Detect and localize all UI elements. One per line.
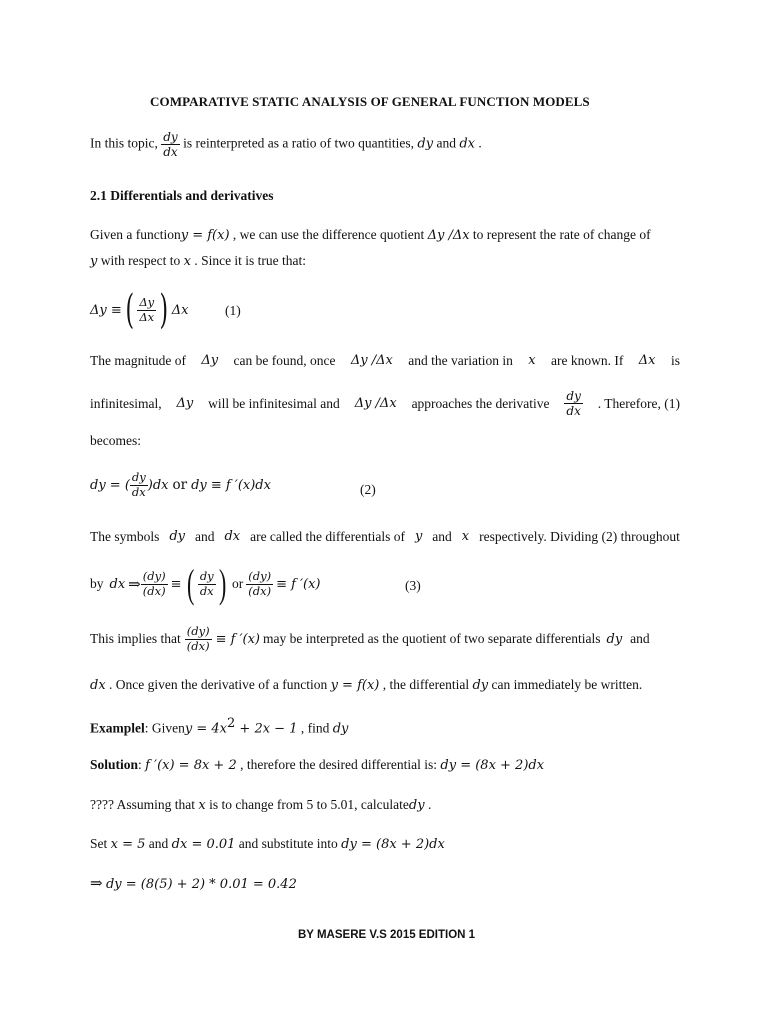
para2-fraction xyxy=(564,390,582,417)
para1-line2 xyxy=(90,253,306,269)
para4-dy: dy xyxy=(606,631,623,647)
para3-text-a: The symbols xyxy=(90,529,160,544)
eq3-fraction-1 xyxy=(141,571,168,597)
eq3-den1: (dx) xyxy=(142,583,166,598)
eq3-left-paren: ( xyxy=(187,561,195,606)
para2-text-g: will be infinitesimal and xyxy=(208,395,340,411)
para4-text-a: This implies that xyxy=(90,631,181,646)
eq2-fraction xyxy=(130,472,148,498)
eq3-by: by xyxy=(90,576,104,591)
para2-line3: becomes: xyxy=(90,433,141,448)
example-text-b: , find xyxy=(300,720,330,736)
example-text-a: : Given xyxy=(144,720,185,736)
para2-text-b: can be found, once xyxy=(233,353,336,368)
result-arrow: ⇒ xyxy=(90,874,103,892)
eq3-right-paren: ) xyxy=(218,561,227,606)
para2-frac-den: dx xyxy=(566,404,581,418)
eq2-num: dy xyxy=(131,470,146,484)
para1-quot: Δy /Δx xyxy=(427,228,470,243)
para2-text-a: The magnitude of xyxy=(90,353,186,368)
eq3-den3: (dx) xyxy=(248,583,272,598)
para2-text-i: . Therefore, (1) xyxy=(597,395,680,411)
para2-text-d: are known. If xyxy=(551,353,624,368)
para3-text-d: and xyxy=(432,529,452,544)
para1-y: y xyxy=(90,254,98,269)
para4-dy2: dy xyxy=(472,678,489,693)
solution-text-a: : xyxy=(138,757,142,772)
eq3-den2: dx xyxy=(199,583,214,598)
eq3-arrow: ⇒ xyxy=(128,575,141,593)
para4-line1 xyxy=(90,626,650,652)
eq3-num1: (dy) xyxy=(142,569,166,583)
eq1-right-paren: ) xyxy=(159,287,169,333)
equation-1 xyxy=(90,287,189,333)
eq1-rhs: Δx xyxy=(171,302,189,318)
question-text-c: . xyxy=(427,797,432,812)
intro-dy: dy xyxy=(417,136,434,152)
para2-frac-num: dy xyxy=(566,389,581,403)
para1-func: y = f(x) xyxy=(180,228,230,243)
para2-x: x xyxy=(528,353,536,368)
intro-frac-num: dy xyxy=(163,130,178,144)
para3-text-c: are called the differentials of xyxy=(250,529,405,544)
eq1-num: Δy xyxy=(139,295,155,309)
para2-dy: Δy xyxy=(201,353,219,368)
eq3-dx: dx xyxy=(109,576,126,592)
para4-func: y = f(x) xyxy=(330,678,380,693)
eq3-label: (3) xyxy=(405,578,421,593)
para4-num: (dy) xyxy=(186,624,210,638)
para1-text-c: to represent the rate of change of xyxy=(472,227,651,242)
eq1-left-paren: ( xyxy=(125,287,134,333)
set-text-a: Set xyxy=(90,836,108,851)
para2-quot: Δy /Δx xyxy=(350,353,393,368)
eq1-den: Δx xyxy=(139,309,155,324)
para4-dx: dx xyxy=(90,678,106,693)
intro-text-1: In this topic, xyxy=(90,135,158,151)
page-footer: BY MASERE V.S 2015 EDITION 1 xyxy=(298,929,476,941)
para1-text-d: with respect to xyxy=(100,253,181,268)
set-x: x = 5 xyxy=(110,837,146,852)
para3-text-e: respectively. Dividing (2) throughout xyxy=(479,529,680,544)
set-dx: dx = 0.01 xyxy=(171,837,236,852)
para4-fprime: ≡ f ′(x) xyxy=(215,631,260,647)
question-x: x xyxy=(198,798,206,813)
para2-text-f: infinitesimal, xyxy=(90,395,162,411)
set-text-b: and xyxy=(148,836,169,851)
eq1-label: (1) xyxy=(225,303,241,318)
para2-dy2: Δy xyxy=(176,396,194,411)
para2-text-e: is xyxy=(670,353,680,368)
para3-line xyxy=(90,529,680,545)
para3-x: x xyxy=(461,529,470,544)
para4-text-c: may be interpreted as the quotient of two separate differentials xyxy=(263,631,601,646)
intro-fraction xyxy=(161,131,179,158)
para2-line2 xyxy=(90,390,680,417)
para1-text-e: . Since it is true that: xyxy=(194,253,307,268)
para1-x: x xyxy=(183,254,191,269)
eq3-or: or xyxy=(232,576,244,591)
solution-label: Solution xyxy=(90,757,139,772)
solution-text-b: , therefore the desired differential is: xyxy=(240,757,438,772)
eq2-den: dx xyxy=(131,484,146,499)
para2-quot2: Δy /Δx xyxy=(354,396,397,411)
para2-dx: Δx xyxy=(638,353,656,368)
eq3-fraction-3 xyxy=(246,571,273,597)
eq1-fraction xyxy=(137,297,156,323)
eq2-or: or xyxy=(172,477,188,493)
para3-y: y xyxy=(414,529,423,544)
question-text-b: is to change from 5 to 5.01, calculate xyxy=(209,797,409,812)
example-dy: dy xyxy=(332,721,349,737)
para4-text-g: can immediately be written. xyxy=(491,677,643,692)
intro-text-2: is reinterpreted as a ratio of two quantities, xyxy=(183,135,415,151)
eq3-num3: (dy) xyxy=(248,569,272,583)
example-label: Examplel xyxy=(90,720,145,736)
para3-dy: dy xyxy=(169,529,186,544)
eq1-lhs: Δy ≡ xyxy=(90,302,122,318)
para4-fraction xyxy=(185,626,212,652)
eq3-rhs: ≡ f ′(x) xyxy=(276,576,321,592)
eq3-fraction-2 xyxy=(198,571,216,597)
set-text-c: and substitute into xyxy=(238,836,338,851)
intro-end: . xyxy=(478,135,482,151)
intro-frac-den: dx xyxy=(163,145,178,159)
question-text-a: ???? Assuming that xyxy=(90,797,195,812)
para4-text-e: . Once given the derivative of a function xyxy=(109,677,328,692)
para4-line2 xyxy=(90,677,642,693)
page-title: COMPARATIVE STATIC ANALYSIS OF GENERAL FUNCTION MODELS xyxy=(150,94,590,109)
example-y: y = 4x xyxy=(184,721,227,737)
eq3-equiv: ≡ xyxy=(170,576,182,592)
intro-and: and xyxy=(436,135,456,151)
para4-den: (dx) xyxy=(186,638,210,653)
example-line xyxy=(90,716,348,737)
question-line xyxy=(90,797,431,813)
para1-line1 xyxy=(90,227,651,243)
result-eq: dy = (8(5) + 2) * 0.01 = 0.42 xyxy=(105,877,297,892)
para4-text-f: , the differential xyxy=(382,677,470,692)
para2-line1 xyxy=(90,353,680,369)
eq3-num2: dy xyxy=(199,569,214,583)
intro-line xyxy=(90,131,482,158)
para3-dx: dx xyxy=(224,529,241,544)
para2-text-c: and the variation in xyxy=(408,353,513,368)
para3-text-b: and xyxy=(194,529,215,544)
set-line xyxy=(90,836,445,852)
result-line xyxy=(90,874,297,892)
solution-result: dy = (8x + 2)dx xyxy=(440,758,545,773)
equation-2 xyxy=(90,472,271,498)
eq2-label: (2) xyxy=(360,482,376,497)
eq2-rhs: dy ≡ f ′(x)dx xyxy=(191,477,271,493)
example-exponent: 2 xyxy=(227,716,236,731)
solution-fprime: f ′(x) = 8x + 2 xyxy=(145,758,237,773)
para2-text-h: approaches the derivative xyxy=(411,395,550,411)
solution-line xyxy=(90,757,544,773)
para4-text-d: and xyxy=(630,631,650,646)
equation-3 xyxy=(90,561,321,606)
eq2-lhs: dy = ( xyxy=(90,477,130,493)
set-eq: dy = (8x + 2)dx xyxy=(341,837,445,852)
intro-dx: dx xyxy=(459,136,475,152)
section-heading: 2.1 Differentials and derivatives xyxy=(90,188,274,203)
para1-text-a: Given a function xyxy=(90,227,181,242)
example-rest: + 2x − 1 xyxy=(235,721,298,737)
question-dy: dy xyxy=(408,798,425,813)
para1-text-b: , we can use the difference quotient xyxy=(232,227,425,242)
eq2-mid: )dx xyxy=(147,477,169,493)
